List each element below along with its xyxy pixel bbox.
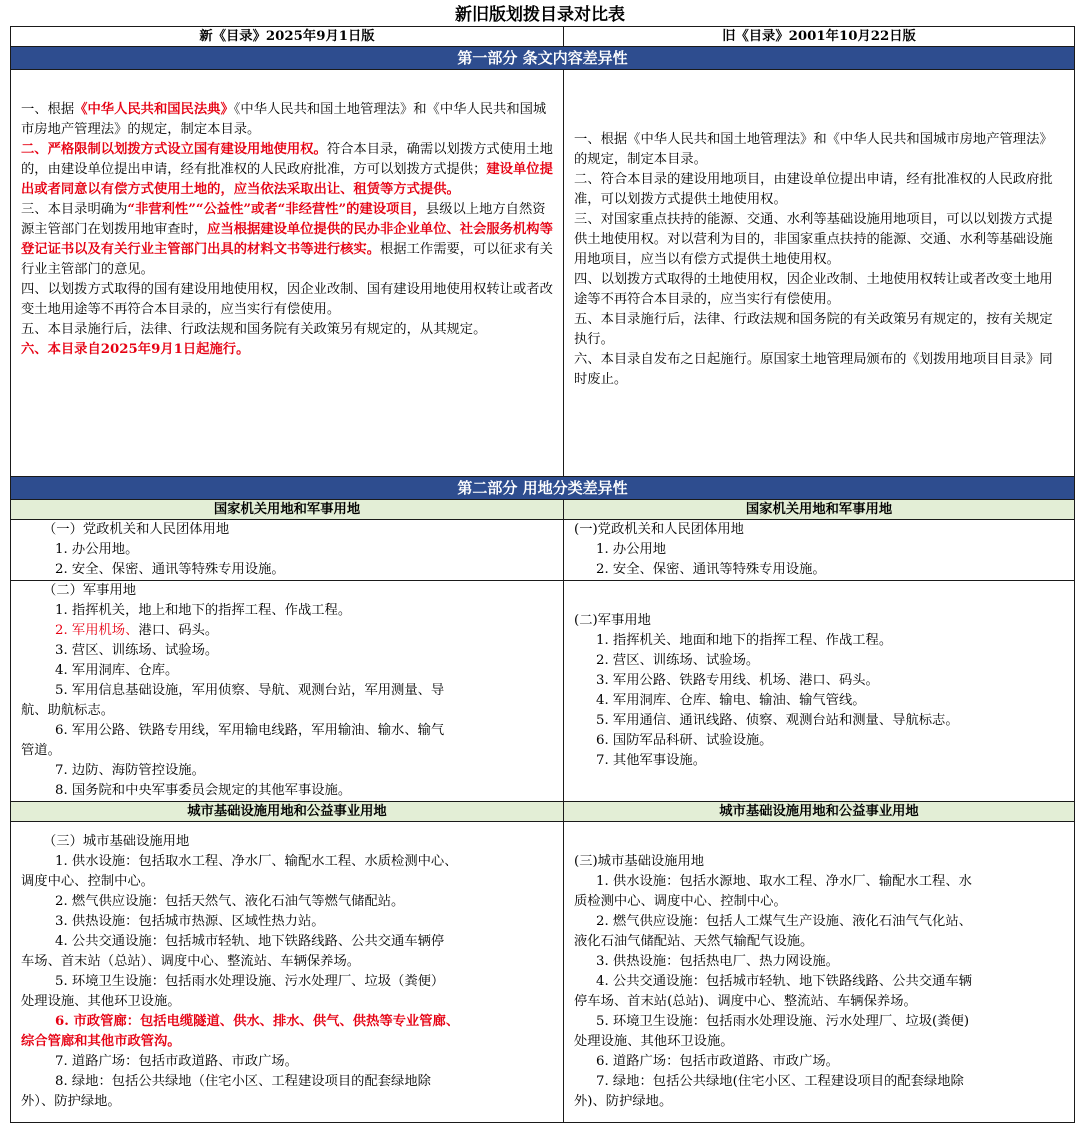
list-item: 2. 安全、保密、通讯等特殊专用设施。: [596, 562, 826, 577]
list-item: 5. 军用通信、通讯线路、侦察、观测台站和测量、导航标志。: [596, 713, 959, 728]
list-item: 1. 指挥机关，地上和地下的指挥工程、作战工程。: [55, 603, 352, 618]
list-item: 2. 安全、保密、通讯等特殊专用设施。: [55, 562, 285, 577]
list-item-cont: 车场、首末站（总站）、调度中心、整流站、车辆保养场。: [21, 954, 361, 969]
list-item: 7. 边防、海防管控设施。: [55, 763, 205, 778]
list-item: 1. 办公用地: [596, 542, 667, 557]
list-item: 4. 公共交通设施：包括城市轻轨、地下铁路线路、公共交通车辆停: [55, 934, 445, 949]
group1-old-cell: [564, 520, 1075, 581]
old-article-1: 一、根据《中华人民共和国土地管理法》和《中华人民共和国城市房地产管理法》的规定，制定本目录。: [574, 132, 1053, 167]
group-heading: (一)党政机关和人民团体用地: [574, 522, 744, 537]
list-item: 6. 国防军品科研、试验设施。: [596, 733, 773, 748]
list-item: 4. 军用洞库、仓库、输电、输油、输气管线。: [596, 693, 866, 708]
list-item: 3. 供热设施：包括城市热源、区域性热力站。: [55, 914, 325, 929]
list-item: 3. 军用公路、铁路专用线、机场、港口、码头。: [596, 673, 879, 688]
group-heading: (二)军事用地: [574, 613, 651, 628]
list-item: 2. 燃气供应设施：包括人工煤气生产设施、液化石油气气化站、: [596, 914, 972, 929]
list-item: 6. 道路广场：包括市政道路、市政广场。: [596, 1054, 839, 1069]
group1-new-cell: [11, 520, 564, 581]
list-item: 1. 供水设施：包括取水工程、净水厂、输配水工程、水质检测中心、: [55, 854, 458, 869]
subheader-old-1: 国家机关用地和军事用地: [564, 500, 1075, 520]
page-title: 新旧版划拨目录对比表: [455, 5, 625, 25]
list-item: 5. 环境卫生设施：包括雨水处理设施、污水处理厂、垃圾（粪便）: [55, 974, 445, 989]
group-heading: （二）军事用地: [43, 583, 137, 598]
old-article-2: 二、符合本目录的建设用地项目，由建设单位提出申请，经有批准权的人民政府批准，可以划拨方式提供土地使用权。: [574, 172, 1053, 207]
new-article-6: 六、本目录自2025年9月1日起施行。: [21, 342, 250, 357]
old-article-3: 三、对国家重点扶持的能源、交通、水利等基础设施用地项目，可以以划拨方式提供土地使用权。对以营利为目的，非国家重点扶持的能源、交通、水利等基础设施用地项目，应当以有偿方式提供土地使用权。: [574, 212, 1053, 267]
list-item-cont: 质检测中心、调度中心、控制中心。: [574, 894, 787, 909]
part1-new-cell: [11, 70, 564, 477]
list-item: 7. 其他军事设施。: [596, 753, 706, 768]
subheader-new-1: 国家机关用地和军事用地: [11, 500, 564, 520]
group3-new-cell: [11, 822, 564, 1123]
list-item-cont: 液化石油气储配站、天然气输配气设施。: [574, 934, 814, 949]
list-item: 1. 指挥机关、地面和地下的指挥工程、作战工程。: [596, 633, 893, 648]
list-item-cont: 停车场、首末站(总站)、调度中心、整流站、车辆保养场。: [574, 994, 917, 1009]
list-item-cont: 处理设施、其他环卫设施。: [574, 1034, 734, 1049]
list-item: 4. 公共交通设施：包括城市轻轨、地下铁路线路、公共交通车辆: [596, 974, 972, 989]
old-article-6: 六、本目录自发布之日起施行。原国家土地管理局颁布的《划拨用地项目目录》同时废止。: [574, 352, 1053, 387]
new-article-3: 三、本目录明确为“非营利性”“公益性”或者“非经营性”的建设项目，县级以上地方自然资源主管部门在划拨用地审查时，应当根据建设单位提供的民办非企业单位、社会服务机构等登记证书以及有关行业主管部门出具的材料文书等进行核实。根据工作需要，可以征求有关行业主管部门的意见。: [21, 202, 553, 277]
list-item-cont: 处理设施、其他环卫设施。: [21, 994, 181, 1009]
list-item: 2. 燃气供应设施：包括天然气、液化石油气等燃气储配站。: [55, 894, 405, 909]
old-article-4: 四、以划拨方式取得的土地使用权，因企业改制、土地使用权转让或者改变土地用途等不再符合本目录的，应当实行有偿使用。: [574, 272, 1053, 307]
new-article-5: 五、本目录施行后，法律、行政法规和国务院有关政策另有规定的，从其规定。: [21, 322, 487, 337]
list-item: 6. 军用公路、铁路专用线，军用输电线路，军用输油、输水、输气: [55, 723, 445, 738]
list-item-cont: 航、助航标志。: [21, 703, 115, 718]
group2-old-cell: [564, 581, 1075, 802]
list-item-cont: 调度中心、控制中心。: [21, 874, 154, 889]
list-item: 8. 国务院和中央军事委员会规定的其他军事设施。: [55, 783, 352, 798]
list-item: 7. 绿地：包括公共绿地(住宅小区、工程建设项目的配套绿地除: [596, 1074, 964, 1089]
list-item: 2. 军用机场、港口、码头。: [55, 623, 219, 638]
list-item: 3. 营区、训练场、试验场。: [55, 643, 219, 658]
list-item: 1. 办公用地。: [55, 542, 139, 557]
new-article-1: 一、根据《中华人民共和国民法典》《中华人民共和国土地管理法》和《中华人民共和国城市房地产管理法》的规定，制定本目录。: [21, 102, 547, 137]
comparison-table: [10, 26, 1075, 1123]
list-item: 4. 军用洞库、仓库。: [55, 663, 179, 678]
list-item-cont: 外）、防护绿地。: [21, 1094, 121, 1109]
list-item-cont: 管道。: [21, 743, 61, 758]
column-header-old: 旧《目录》2001年10月22日版: [564, 27, 1075, 47]
list-item: 5. 军用信息基础设施，军用侦察、导航、观测台站，军用测量、导: [55, 683, 445, 698]
list-item: 5. 环境卫生设施：包括雨水处理设施、污水处理厂、垃圾(粪便): [596, 1014, 970, 1029]
new-article-4: 四、以划拨方式取得的国有建设用地使用权，因企业改制、国有建设用地使用权转让或者改变土地用途等不再符合本目录的，应当实行有偿使用。: [21, 282, 553, 317]
section-header-part2: 第二部分 用地分类差异性: [11, 477, 1075, 500]
part1-old-cell: [564, 70, 1075, 477]
list-item: 7. 道路广场：包括市政道路、市政广场。: [55, 1054, 298, 1069]
subheader-old-2: 城市基础设施用地和公益事业用地: [564, 802, 1075, 822]
section-header-part1: 第一部分 条文内容差异性: [11, 47, 1075, 70]
column-header-new: 新《目录》2025年9月1日版: [11, 27, 564, 47]
group2-new-cell: [11, 581, 564, 802]
new-article-2: 二、严格限制以划拨方式设立国有建设用地使用权。符合本目录，确需以划拨方式使用土地的，由建设单位提出申请，经有批准权的人民政府批准，方可以划拨方式提供；建设单位提出或者同意以有偿方式使用土地的，应当依法采取出让、租赁等方式提供。: [21, 142, 553, 197]
group3-old-cell: [564, 822, 1075, 1123]
old-article-5: 五、本目录施行后，法律、行政法规和国务院的有关政策另有规定的，按有关规定执行。: [574, 312, 1053, 347]
group-heading: (三)城市基础设施用地: [574, 854, 705, 869]
list-item: 1. 供水设施：包括水源地、取水工程、净水厂、输配水工程、水: [596, 874, 972, 889]
list-item: 8. 绿地：包括公共绿地（住宅小区、工程建设项目的配套绿地除: [55, 1074, 431, 1089]
list-item-cont: 综合管廊和其他市政管沟。: [21, 1034, 181, 1049]
group-heading: （一）党政机关和人民团体用地: [43, 522, 230, 537]
list-item-cont: 外)、防护绿地。: [574, 1094, 673, 1109]
list-item: 6. 市政管廊：包括电缆隧道、供水、排水、供气、供热等专业管廊、: [55, 1014, 460, 1029]
subheader-new-2: 城市基础设施用地和公益事业用地: [11, 802, 564, 822]
list-item: 2. 营区、训练场、试验场。: [596, 653, 760, 668]
list-item: 3. 供热设施：包括热电厂、热力网设施。: [596, 954, 839, 969]
group-heading: （三）城市基础设施用地: [43, 834, 190, 849]
